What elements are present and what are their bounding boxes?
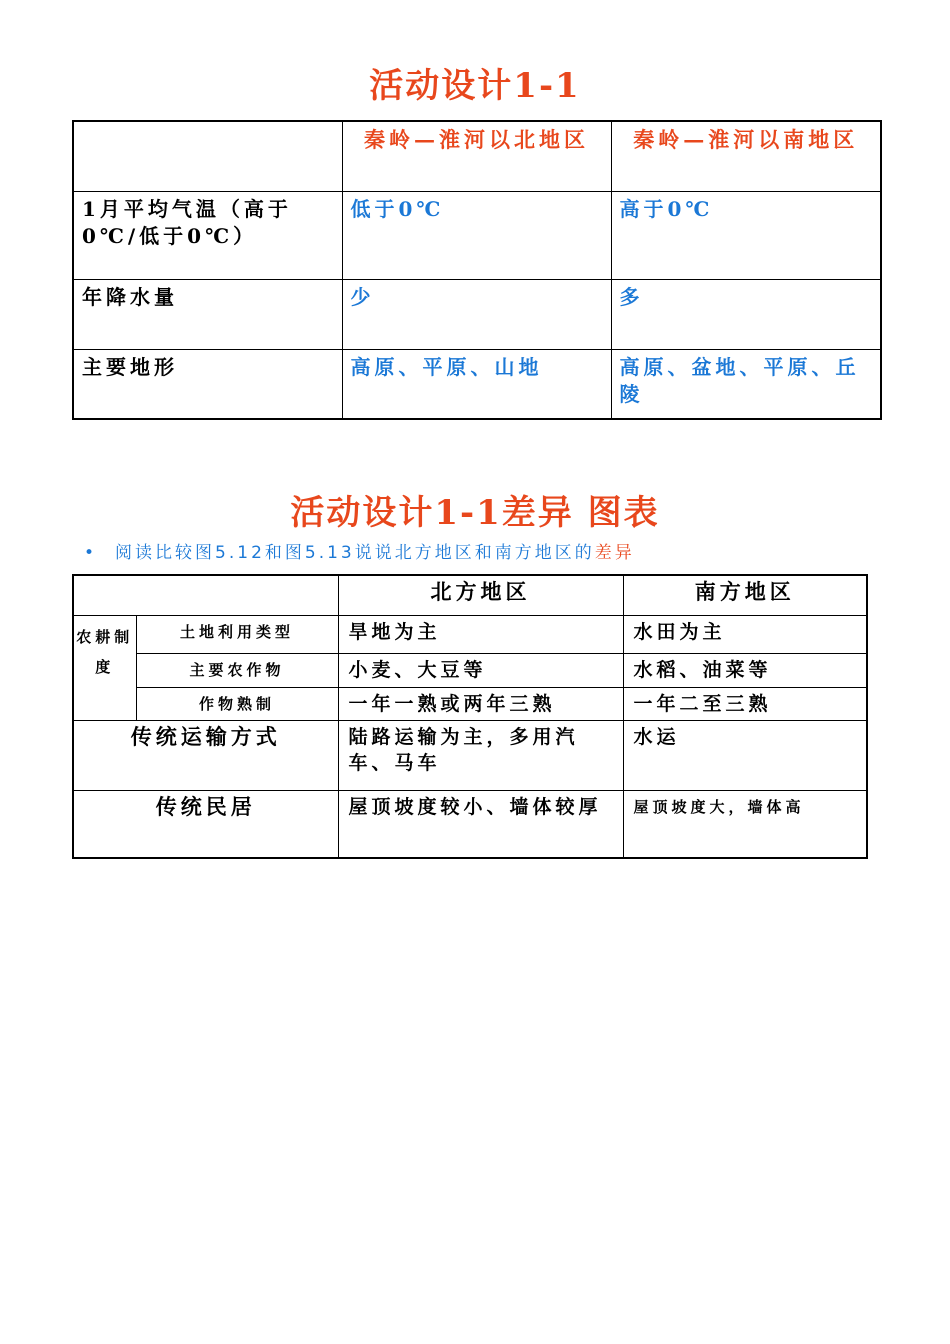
row-label-transport: 传统运输方式 (73, 720, 338, 790)
instruction-text: 阅读比较图5.12和图5.13说说北方地区和南方地区的 (115, 543, 595, 563)
header-north: 秦岭—淮河以北地区 (342, 121, 611, 191)
north-main-crops: 小麦、大豆等 (338, 653, 623, 687)
header-south: 南方地区 (623, 575, 867, 615)
row-label-temperature: 1月平均气温（高于0℃/低于0℃） (73, 191, 342, 279)
row-label-cropping-system: 作物熟制 (136, 687, 338, 720)
south-main-crops: 水稻、油菜等 (623, 653, 867, 687)
comparison-table-2 (72, 574, 868, 859)
south-dwelling: 屋顶坡度大，墙体高 (623, 790, 867, 858)
header-blank-cell (73, 575, 338, 615)
row-label-land-use: 土地利用类型 (136, 615, 338, 653)
south-temperature: 高于0℃ (611, 191, 881, 279)
north-temperature: 低于0℃ (342, 191, 611, 279)
header-north: 北方地区 (338, 575, 623, 615)
row-label-precipitation: 年降水量 (73, 279, 342, 349)
instruction-highlight: 差异 (594, 543, 635, 563)
south-precipitation: 多 (611, 279, 881, 349)
north-transport: 陆路运输为主，多用汽车、马车 (338, 720, 623, 790)
row-label-dwelling: 传统民居 (73, 790, 338, 858)
north-terrain: 高原、平原、山地 (342, 349, 611, 419)
bullet-dot-icon: • (84, 543, 98, 563)
north-dwelling: 屋顶坡度较小、墙体较厚 (338, 790, 623, 858)
south-transport: 水运 (623, 720, 867, 790)
north-precipitation: 少 (342, 279, 611, 349)
farming-system-label: 农耕制度 (73, 615, 136, 720)
header-south: 秦岭—淮河以南地区 (611, 121, 881, 191)
comparison-table-1 (72, 120, 882, 420)
north-cropping-system: 一年一熟或两年三熟 (338, 687, 623, 720)
row-label-terrain: 主要地形 (73, 349, 342, 419)
row-label-main-crops: 主要农作物 (136, 653, 338, 687)
south-land-use: 水田为主 (623, 615, 867, 653)
north-land-use: 旱地为主 (338, 615, 623, 653)
instruction-bullet (84, 538, 635, 563)
section1-title: 活动设计1-1 (369, 66, 581, 106)
section2-title: 活动设计1-1差异 图表 (290, 493, 660, 533)
south-terrain: 高原、盆地、平原、丘陵 (611, 349, 881, 419)
south-cropping-system: 一年二至三熟 (623, 687, 867, 720)
header-blank-cell (73, 121, 342, 191)
